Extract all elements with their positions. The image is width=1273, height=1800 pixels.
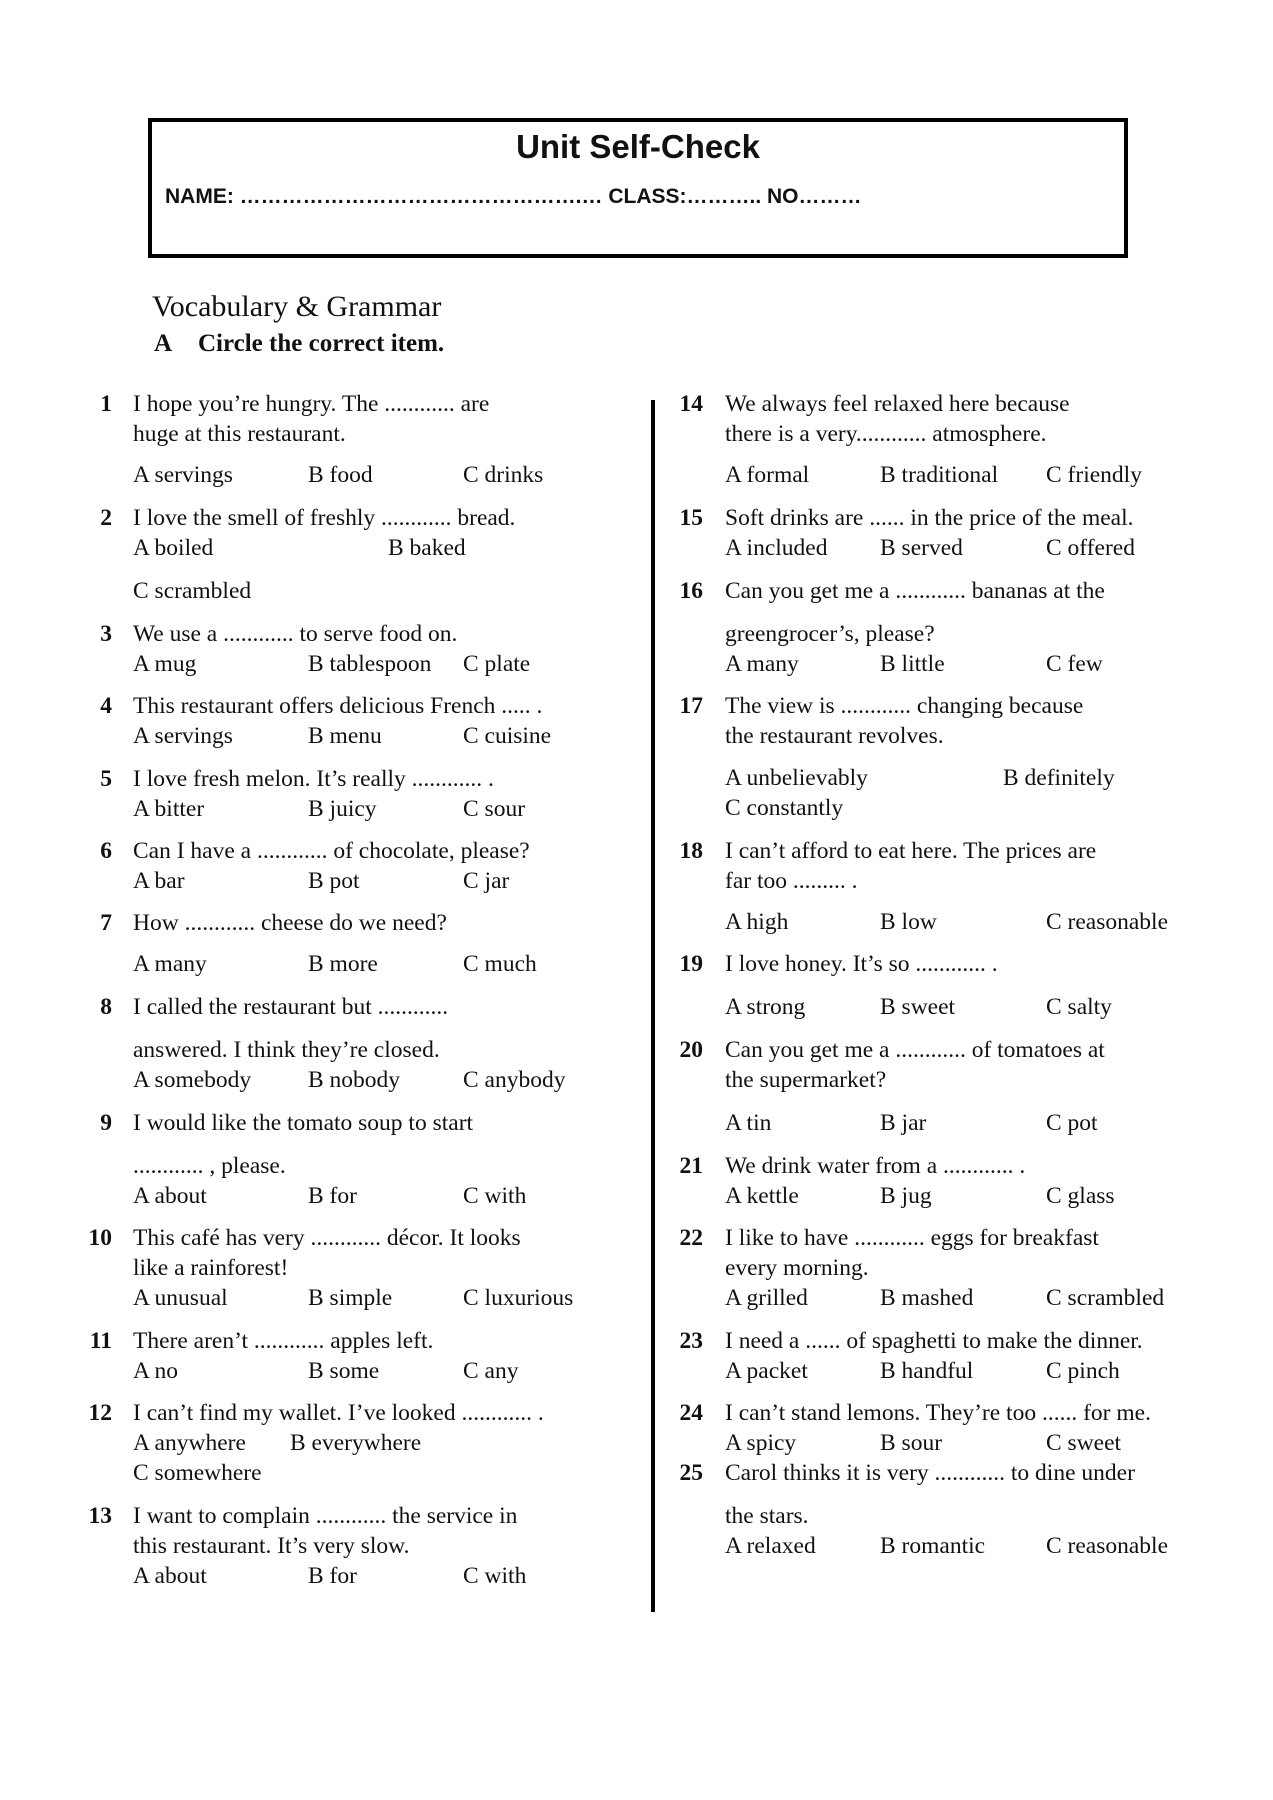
answer-option-b[interactable]: B definitely	[1003, 765, 1115, 791]
question-number: 15	[679, 505, 703, 531]
question-text: far too ......... .	[725, 868, 858, 894]
answer-option-a[interactable]: A servings	[133, 462, 233, 488]
answer-option-b[interactable]: B jar	[880, 1110, 927, 1136]
answer-option-b[interactable]: B simple	[308, 1285, 393, 1311]
question-number: 2	[100, 505, 112, 531]
answer-option-c[interactable]: C friendly	[1046, 462, 1142, 488]
answer-option-c[interactable]: C constantly	[725, 795, 844, 821]
answer-option-a[interactable]: A unbelievably	[725, 765, 868, 791]
answer-option-a[interactable]: A somebody	[133, 1067, 252, 1093]
question-number: 18	[679, 838, 703, 864]
answer-option-b[interactable]: B food	[308, 462, 373, 488]
column-divider	[651, 400, 655, 1612]
question-text: I called the restaurant but ............	[133, 994, 449, 1020]
question-text: This café has very ............ décor. It looks	[133, 1225, 521, 1251]
question-text: Soft drinks are ...... in the price of the meal.	[725, 505, 1134, 531]
answer-option-c[interactable]: C sour	[463, 796, 526, 822]
question-text: I can’t afford to eat here. The prices are	[725, 838, 1097, 864]
answer-option-b[interactable]: B nobody	[308, 1067, 401, 1093]
question-text: The view is ............ changing because	[725, 693, 1084, 719]
answer-option-c[interactable]: C anybody	[463, 1067, 566, 1093]
question-text: I need a ...... of spaghetti to make the dinner.	[725, 1328, 1143, 1354]
answer-option-c[interactable]: C offered	[1046, 535, 1135, 561]
answer-option-a[interactable]: A many	[725, 651, 799, 677]
question-number: 11	[89, 1328, 112, 1354]
answer-option-a[interactable]: A spicy	[725, 1430, 797, 1456]
answer-option-b[interactable]: B mashed	[880, 1285, 974, 1311]
question-number: 14	[679, 391, 703, 417]
answer-option-c[interactable]: C few	[1046, 651, 1103, 677]
answer-option-b[interactable]: B everywhere	[290, 1430, 422, 1456]
question-text: I love the smell of freshly ............ bread.	[133, 505, 516, 531]
answer-option-c[interactable]: C any	[463, 1358, 519, 1384]
answer-option-c[interactable]: C pot	[1046, 1110, 1098, 1136]
question-number: 13	[88, 1503, 112, 1529]
question-text: greengrocer’s, please?	[725, 621, 935, 647]
answer-option-c[interactable]: C reasonable	[1046, 1533, 1169, 1559]
answer-option-a[interactable]: A no	[133, 1358, 179, 1384]
instruction-letter: A	[154, 330, 173, 357]
answer-option-c[interactable]: C glass	[1046, 1183, 1115, 1209]
student-info-fields: NAME: ………………………………………….… CLASS:……….. NO………	[165, 185, 862, 208]
question-text: this restaurant. It’s very slow.	[133, 1533, 410, 1559]
answer-option-b[interactable]: B jug	[880, 1183, 932, 1209]
answer-option-a[interactable]: A formal	[725, 462, 810, 488]
answer-option-c[interactable]: C drinks	[463, 462, 544, 488]
question-number: 22	[679, 1225, 703, 1251]
question-text: I like to have ............ eggs for breakfast	[725, 1225, 1099, 1251]
answer-option-b[interactable]: B traditional	[880, 462, 999, 488]
answer-option-a[interactable]: A unusual	[133, 1285, 228, 1311]
question-number: 24	[679, 1400, 703, 1426]
answer-option-a[interactable]: A bitter	[133, 796, 205, 822]
question-text: We always feel relaxed here because	[725, 391, 1070, 417]
question-number: 19	[679, 951, 703, 977]
answer-option-a[interactable]: A high	[725, 909, 789, 935]
answer-option-a[interactable]: A packet	[725, 1358, 808, 1384]
answer-option-c[interactable]: C sweet	[1046, 1430, 1122, 1456]
question-text: How ............ cheese do we need?	[133, 910, 447, 936]
answer-option-a[interactable]: A included	[725, 535, 828, 561]
question-number: 25	[679, 1460, 703, 1486]
answer-option-b[interactable]: B little	[880, 651, 945, 677]
question-text: Can you get me a ............ bananas at the	[725, 578, 1105, 604]
answer-option-a[interactable]: A about	[133, 1563, 207, 1589]
question-number: 7	[100, 910, 112, 936]
answer-option-a[interactable]: A mug	[133, 651, 197, 677]
answer-option-b[interactable]: B menu	[308, 723, 382, 749]
answer-option-c[interactable]: C pinch	[1046, 1358, 1120, 1384]
answer-option-c[interactable]: C reasonable	[1046, 909, 1169, 935]
answer-option-c[interactable]: C plate	[463, 651, 531, 677]
question-text: Carol thinks it is very ............ to dine under	[725, 1460, 1135, 1486]
answer-option-a[interactable]: A bar	[133, 868, 185, 894]
question-number: 21	[679, 1153, 703, 1179]
question-number: 3	[100, 621, 112, 647]
answer-option-a[interactable]: A strong	[725, 994, 806, 1020]
question-number: 16	[679, 578, 703, 604]
answer-option-c[interactable]: C cuisine	[463, 723, 552, 749]
question-text: I love fresh melon. It’s really ............ .	[133, 766, 494, 792]
header-box	[148, 118, 1128, 258]
question-number: 20	[679, 1037, 703, 1063]
question-number: 9	[100, 1110, 112, 1136]
answer-option-b[interactable]: B for	[308, 1563, 357, 1589]
answer-option-b[interactable]: B served	[880, 535, 963, 561]
question-text: the restaurant revolves.	[725, 723, 944, 749]
answer-option-a[interactable]: A many	[133, 951, 207, 977]
answer-option-b[interactable]: B more	[308, 951, 378, 977]
answer-option-c[interactable]: C jar	[463, 868, 510, 894]
question-text: I love honey. It’s so ............ .	[725, 951, 998, 977]
question-text: the supermarket?	[725, 1067, 887, 1093]
question-text: I can’t find my wallet. I’ve looked ............ .	[133, 1400, 544, 1426]
instruction-text: Circle the correct item.	[198, 330, 445, 357]
answer-option-b[interactable]: B pot	[308, 868, 360, 894]
question-number: 8	[100, 994, 112, 1020]
answer-option-b[interactable]: B juicy	[308, 796, 377, 822]
question-text: ............ , please.	[133, 1153, 286, 1179]
answer-option-c[interactable]: C luxurious	[463, 1285, 574, 1311]
answer-option-c[interactable]: C somewhere	[133, 1460, 262, 1486]
question-number: 6	[100, 838, 112, 864]
answer-option-b[interactable]: B baked	[388, 535, 466, 561]
question-text: I can’t stand lemons. They’re too ...... for me.	[725, 1400, 1151, 1426]
question-text: There aren’t ............ apples left.	[133, 1328, 434, 1354]
answer-option-c[interactable]: C with	[463, 1563, 527, 1589]
answer-option-b[interactable]: B low	[880, 909, 937, 935]
answer-option-b[interactable]: B sour	[880, 1430, 943, 1456]
question-text: like a rainforest!	[133, 1255, 289, 1281]
answer-option-a[interactable]: A servings	[133, 723, 233, 749]
answer-option-a[interactable]: A about	[133, 1183, 207, 1209]
question-number: 23	[679, 1328, 703, 1354]
answer-option-a[interactable]: A tin	[725, 1110, 772, 1136]
answer-option-a[interactable]: A boiled	[133, 535, 214, 561]
question-number: 4	[100, 693, 112, 719]
question-number: 12	[88, 1400, 112, 1426]
instruction	[154, 330, 444, 358]
answer-option-b[interactable]: B for	[308, 1183, 357, 1209]
answer-option-a[interactable]: A grilled	[725, 1285, 808, 1311]
answer-option-a[interactable]: A anywhere	[133, 1430, 246, 1456]
answer-option-b[interactable]: B handful	[880, 1358, 974, 1384]
question-text: huge at this restaurant.	[133, 421, 346, 447]
answer-option-b[interactable]: B romantic	[880, 1533, 986, 1559]
answer-option-c[interactable]: C much	[463, 951, 537, 977]
answer-option-b[interactable]: B tablespoon	[308, 651, 432, 677]
question-number: 10	[88, 1225, 112, 1251]
answer-option-b[interactable]: B some	[308, 1358, 380, 1384]
question-text: We use a ............ to serve food on.	[133, 621, 458, 647]
question-text: I hope you’re hungry. The ............ are	[133, 391, 490, 417]
question-number: 5	[100, 766, 112, 792]
answer-option-a[interactable]: A relaxed	[725, 1533, 816, 1559]
page-title: Unit Self-Check	[516, 128, 760, 165]
question-text: Can you get me a ............ of tomatoes at	[725, 1037, 1105, 1063]
answer-option-c[interactable]: C salty	[1046, 994, 1112, 1020]
question-text: every morning.	[725, 1255, 869, 1281]
question-text: I would like the tomato soup to start	[133, 1110, 474, 1136]
answer-option-a[interactable]: A kettle	[725, 1183, 799, 1209]
question-text: there is a very............ atmosphere.	[725, 421, 1047, 447]
question-text: I want to complain ............ the service in	[133, 1503, 518, 1529]
question-text: answered. I think they’re closed.	[133, 1037, 440, 1063]
answer-option-b[interactable]: B sweet	[880, 994, 956, 1020]
answer-option-c[interactable]: C with	[463, 1183, 527, 1209]
section-title: Vocabulary & Grammar	[152, 290, 442, 323]
question-number: 1	[100, 391, 112, 417]
question-text: This restaurant offers delicious French ..... .	[133, 693, 543, 719]
question-text: We drink water from a ............ .	[725, 1153, 1026, 1179]
question-text: Can I have a ............ of chocolate, please?	[133, 838, 530, 864]
answer-option-c[interactable]: C scrambled	[1046, 1285, 1165, 1311]
answer-option-c[interactable]: C scrambled	[133, 578, 252, 604]
question-text: the stars.	[725, 1503, 809, 1529]
question-number: 17	[679, 693, 703, 719]
